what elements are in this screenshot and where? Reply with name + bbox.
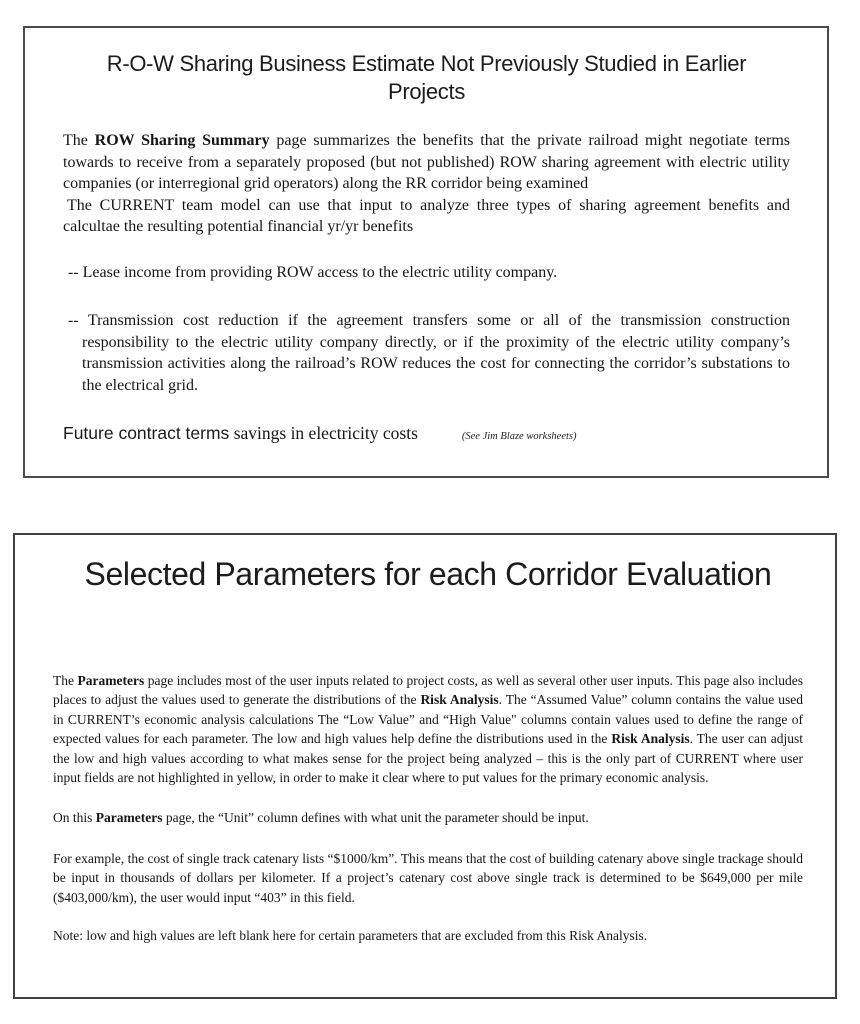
text-run: The — [53, 673, 78, 688]
bold-text-run: Parameters — [77, 673, 145, 688]
future-contract-terms-label: Future contract terms — [63, 423, 230, 443]
text-run: page, the “Unit” column defines with what unit the parameter should be input. — [162, 810, 589, 826]
paragraph-current-team-model: The CURRENT team model can use that input to analyze three types of sharing agreement benefits and calcultae the resulting potential financial yr/yr benefits — [63, 196, 790, 235]
text-run: page summarizes the benefits that the private railroad might negotiate terms towards to receive from a separately proposed (but not published) ROW sharing agreement with electric utility companies (or interregional grid operators) along the RR corridor being examined — [63, 132, 790, 192]
text-run: The — [63, 132, 95, 149]
bullet-transmission-cost-reduction: -- Transmission cost reduction if the agreement transfers some or all of the transmission construction responsibility to the electric utility company directly, or if the proximity of the electric utility company’s transmission activities along the railroad’s ROW reduces the cost for connecting the corridor’s substations to the electrical grid. — [68, 312, 790, 394]
slide-title-selected-parameters: Selected Parameters for each Corridor Evaluation — [84, 556, 772, 592]
paragraph-row-sharing-summary — [63, 130, 790, 195]
bullet-lease-income: -- Lease income from providing ROW access to the electric utility company. — [68, 263, 558, 281]
paragraph-risk-analysis-note: Note: low and high values are left blank here for certain parameters that are excluded from this Risk Analysis. — [53, 928, 648, 944]
slide-title-row-sharing: R-O-W Sharing Business Estimate Not Previously Studied in Earlier Projects — [106, 51, 747, 104]
bold-text-run: Risk Analysis — [420, 692, 499, 708]
paragraph-parameters-overview — [53, 671, 803, 787]
paragraph-catenary-example: For example, the cost of single track catenary lists “$1000/km”. This means that the cost of building catenary above single trackage should be input in thousands of dollars per kilometer. If a project’s catenary cost above single track is determined to be $649,000 per mile ($403,000/km), the user would input “403” in this field. — [53, 850, 803, 905]
text-run: . The user can adjust the low and high values according to what makes sense for the project being analyzed – this is the only part of CURRENT where user input fields are not highlighted in yellow, in order to make it clear where to put values for the primary economic analysis. — [53, 731, 803, 786]
slide-selected-parameters — [13, 533, 837, 999]
bold-text-run: Risk Analysis — [611, 731, 690, 747]
jim-blaze-worksheets-note: (See Jim Blaze worksheets) — [461, 431, 577, 442]
text-run: page includes most of the user inputs related to project costs, as well as several other user inputs. This page also includes places to adjust the values used to generate the distributions of the — [53, 673, 803, 708]
future-contract-terms-line — [63, 423, 790, 444]
paragraph-unit-column — [53, 808, 803, 827]
slide-row-sharing-summary — [23, 26, 829, 478]
text-run: On this — [53, 810, 96, 826]
bold-text-run: ROW Sharing Summary — [94, 132, 270, 149]
bold-text-run: Parameters — [95, 810, 163, 826]
text-run: . The “Assumed Value” column contains the value used in CURRENT’s economic analysis calculations The “Low Value” and “High Value" columns contain values used to define the range of expected values for each parameter. The low and high values help define the distributions used in the — [53, 692, 803, 747]
electricity-savings-label: savings in electricity costs — [229, 423, 418, 443]
